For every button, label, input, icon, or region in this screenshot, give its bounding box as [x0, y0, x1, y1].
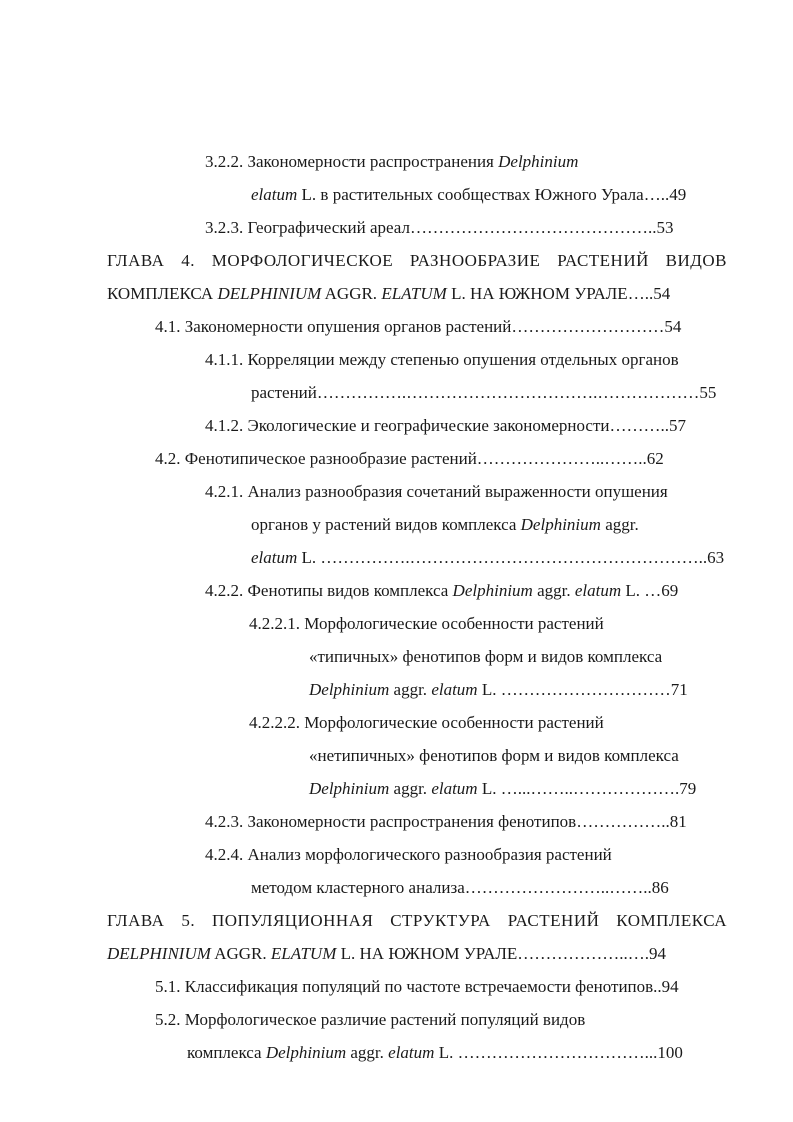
heading-word: ГЛАВА [107, 911, 165, 930]
toc-text: aggr. [389, 680, 432, 699]
toc-text: 4.2.2.2. Морфологические особенности растений [249, 713, 604, 732]
heading-word: МОРФОЛОГИЧЕСКОЕ [211, 251, 394, 270]
toc-entry-4-2-1-line1 [205, 482, 668, 502]
chapter-4-heading-line1 [107, 251, 727, 271]
heading-word: ВИДОВ [665, 251, 727, 270]
chapter-5-heading-line1 [107, 911, 727, 931]
toc-entry-4-2-2 [205, 581, 678, 601]
toc-text: 4.1.1. Корреляции между степенью опушения отдельных органов [205, 350, 679, 369]
toc-entry-4-2-2-1-line2 [309, 647, 662, 667]
heading-word: РАЗНООБРАЗИЕ [409, 251, 541, 270]
toc-text: 4.2.4. Анализ морфологического разнообразия растений [205, 845, 612, 864]
toc-entry-4-2-2-2-line1 [249, 713, 604, 733]
heading-word: РАСТЕНИЙ [557, 251, 649, 270]
toc-text: L. …69 [621, 581, 679, 600]
toc-text: L. …………….……………………………………………..63 [297, 548, 725, 567]
heading-word: 4. [181, 251, 195, 270]
heading-text: L. НА ЮЖНОМ УРАЛЕ…..54 [446, 284, 671, 303]
taxon-name: Delphinium [498, 152, 579, 171]
taxon-name: Delphinium [520, 515, 601, 534]
taxon-name: elatum [431, 779, 478, 798]
chapter-5-heading-line2 [107, 944, 666, 964]
toc-text: Географический ареал……………………………………..53 [247, 218, 674, 237]
toc-text: 4.2.1. Анализ разнообразия сочетаний выраженности опушения [205, 482, 668, 501]
toc-entry-4-2-2-2-line3 [309, 779, 696, 799]
toc-text: aggr. [600, 515, 639, 534]
toc-entry-4-2-2-2-line2 [309, 746, 679, 766]
toc-text: «нетипичных» фенотипов форм и видов комплекса [309, 746, 679, 765]
toc-entry-4-2 [155, 449, 664, 469]
toc-text: L. …...……..……………….79 [477, 779, 697, 798]
toc-entry-4-1-1-line1 [205, 350, 679, 370]
toc-entry-4-2-3 [205, 812, 687, 832]
toc-text: L. ……………………………...100 [434, 1043, 683, 1062]
toc-text: 4.2.3. Закономерности распространения фенотипов……………..81 [205, 812, 687, 831]
taxon-name: ELATUM [381, 284, 447, 303]
toc-text: 4.2.2.1. Морфологические особенности растений [249, 614, 604, 633]
toc-entry-4-1-2 [205, 416, 686, 436]
toc-entry-5-2-line1 [155, 1010, 585, 1030]
taxon-name: Delphinium [309, 680, 390, 699]
taxon-name: DELPHINIUM [217, 284, 322, 303]
taxon-name: Delphinium [309, 779, 390, 798]
toc-text: aggr. [532, 581, 575, 600]
heading-word: 5. [181, 911, 196, 930]
toc-entry-5-2-line2 [187, 1043, 683, 1063]
toc-text: 5.2. Морфологическое различие растений популяций видов [155, 1010, 586, 1029]
toc-entry-4-2-2-1-line1 [249, 614, 604, 634]
toc-entry-3-2-2-line1 [205, 152, 578, 172]
taxon-name: elatum [574, 581, 622, 600]
toc-entry-5-1 [155, 977, 679, 997]
toc-text: L. в растительных сообществах Южного Урала…..49 [297, 185, 687, 204]
heading-text: L. НА ЮЖНОМ УРАЛЕ………………..….94 [336, 944, 667, 963]
taxon-name: Delphinium [265, 1043, 347, 1062]
toc-text: aggr. [346, 1043, 389, 1062]
toc-entry-4-2-4-line2 [251, 878, 669, 898]
toc-entry-4-2-1-line3 [251, 548, 724, 568]
toc-entry-3-2-2-line2 [251, 185, 686, 205]
taxon-name: elatum [388, 1043, 435, 1062]
toc-text: растений…………….…………………………….………………55 [251, 383, 717, 402]
toc-entry-4-1-1-line2 [251, 383, 716, 403]
toc-text: L. …………………………71 [477, 680, 688, 699]
toc-text: комплекса [187, 1043, 266, 1062]
taxon-name: elatum [431, 680, 478, 699]
toc-text: 4.2.2. Фенотипы видов комплекса [205, 581, 453, 600]
toc-text: 4.2. Фенотипическое разнообразие растений…………………..……..62 [155, 449, 664, 468]
taxon-name: elatum [251, 548, 298, 567]
heading-text: AGGR. [210, 944, 271, 963]
toc-text: «типичных» фенотипов форм и видов комплекса [309, 647, 663, 666]
heading-word: КОМПЛЕКСА [616, 911, 727, 930]
toc-text: органов у растений видов комплекса [251, 515, 521, 534]
toc-entry-3-2-3 [205, 218, 673, 238]
heading-word: ПОПУЛЯЦИОННАЯ [211, 911, 374, 930]
toc-entry-4-2-4-line1 [205, 845, 612, 865]
heading-word: РАСТЕНИЙ [507, 911, 600, 930]
chapter-4-heading-line2 [107, 284, 670, 304]
heading-word: ГЛАВА [107, 251, 165, 270]
toc-text: 4.1. Закономерности опушения органов растений………………………54 [155, 317, 682, 336]
toc-text: методом кластерного анализа……………………..……..86 [251, 878, 669, 897]
toc-entry-4-2-1-line2 [251, 515, 639, 535]
toc-number: 3.2.3. [205, 218, 244, 237]
toc-text: Закономерности распространения [247, 152, 499, 171]
toc-text: 5.1. Классификация популяций по частоте встречаемости фенотипов..94 [155, 977, 679, 996]
toc-number: 3.2.2. [205, 152, 244, 171]
heading-text: AGGR. [321, 284, 382, 303]
heading-text: КОМПЛЕКСА [107, 284, 218, 303]
heading-word: СТРУКТУРА [390, 911, 491, 930]
taxon-name: Delphinium [452, 581, 533, 600]
taxon-name: elatum [251, 185, 298, 204]
taxon-name: ELATUM [270, 944, 337, 963]
toc-entry-4-2-2-1-line3 [309, 680, 688, 700]
toc-text: 4.1.2. Экологические и географические закономерности………..57 [205, 416, 686, 435]
taxon-name: DELPHINIUM [107, 944, 211, 963]
toc-text: aggr. [389, 779, 432, 798]
toc-entry-4-1 [155, 317, 681, 337]
